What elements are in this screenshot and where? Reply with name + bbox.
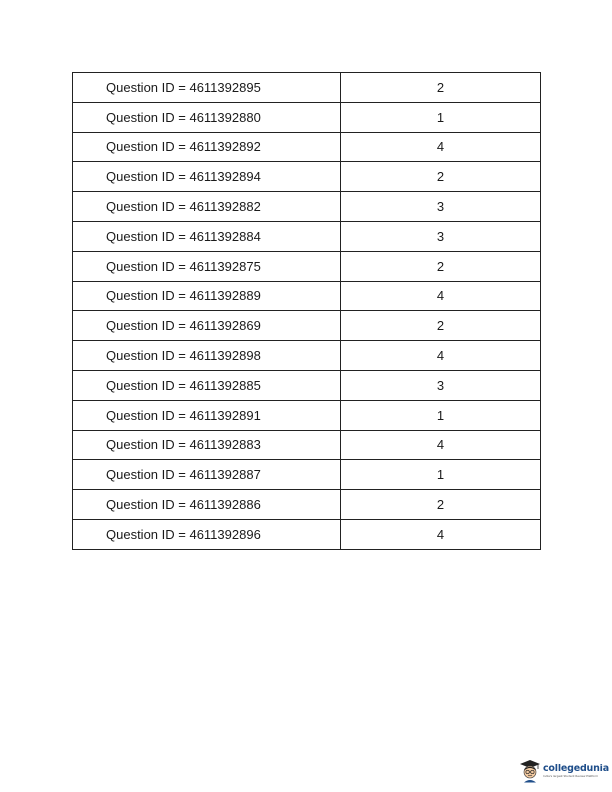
question-id-cell: Question ID = 4611392880: [73, 102, 341, 132]
question-id-cell: Question ID = 4611392885: [73, 370, 341, 400]
answer-cell: 1: [341, 400, 541, 430]
answer-key-table: [72, 72, 541, 550]
answer-cell: 2: [341, 490, 541, 520]
answer-cell: 2: [341, 251, 541, 281]
question-id-cell: Question ID = 4611392886: [73, 490, 341, 520]
answer-cell: 3: [341, 370, 541, 400]
question-id-cell: Question ID = 4611392891: [73, 400, 341, 430]
table-row: [73, 221, 541, 251]
answer-cell: 3: [341, 221, 541, 251]
logo-tagline: India's largest Student Review Platform: [543, 773, 599, 778]
table-row: [73, 430, 541, 460]
table-row: [73, 192, 541, 222]
question-id-cell: Question ID = 4611392896: [73, 519, 341, 549]
answer-cell: 3: [341, 192, 541, 222]
answer-cell: 4: [341, 430, 541, 460]
answer-cell: 2: [341, 162, 541, 192]
question-id-cell: Question ID = 4611392892: [73, 132, 341, 162]
question-id-cell: Question ID = 4611392883: [73, 430, 341, 460]
table-row: [73, 132, 541, 162]
collegedunia-logo: [519, 757, 609, 785]
table-row: [73, 460, 541, 490]
table-row: [73, 341, 541, 371]
logo-wordmark: collegedunia: [543, 764, 609, 775]
question-id-cell: Question ID = 4611392895: [73, 73, 341, 103]
table-row: [73, 311, 541, 341]
table-row: [73, 281, 541, 311]
answer-cell: 4: [341, 341, 541, 371]
answer-key-rows: [73, 73, 541, 550]
question-id-cell: Question ID = 4611392875: [73, 251, 341, 281]
table-row: [73, 519, 541, 549]
question-id-cell: Question ID = 4611392889: [73, 281, 341, 311]
answer-cell: 1: [341, 460, 541, 490]
table-row: [73, 251, 541, 281]
answer-cell: 2: [341, 311, 541, 341]
answer-cell: 2: [341, 73, 541, 103]
table-row: [73, 162, 541, 192]
table-row: [73, 370, 541, 400]
question-id-cell: Question ID = 4611392882: [73, 192, 341, 222]
answer-cell: 4: [341, 281, 541, 311]
question-id-cell: Question ID = 4611392884: [73, 221, 341, 251]
logo-text-group: [543, 764, 609, 778]
question-id-cell: Question ID = 4611392869: [73, 311, 341, 341]
question-id-cell: Question ID = 4611392894: [73, 162, 341, 192]
question-id-cell: Question ID = 4611392898: [73, 341, 341, 371]
answer-cell: 4: [341, 132, 541, 162]
table-row: [73, 400, 541, 430]
question-id-cell: Question ID = 4611392887: [73, 460, 341, 490]
answer-cell: 1: [341, 102, 541, 132]
table-row: [73, 102, 541, 132]
table-row: [73, 490, 541, 520]
student-mascot-icon: [519, 759, 541, 783]
answer-cell: 4: [341, 519, 541, 549]
table-row: [73, 73, 541, 103]
